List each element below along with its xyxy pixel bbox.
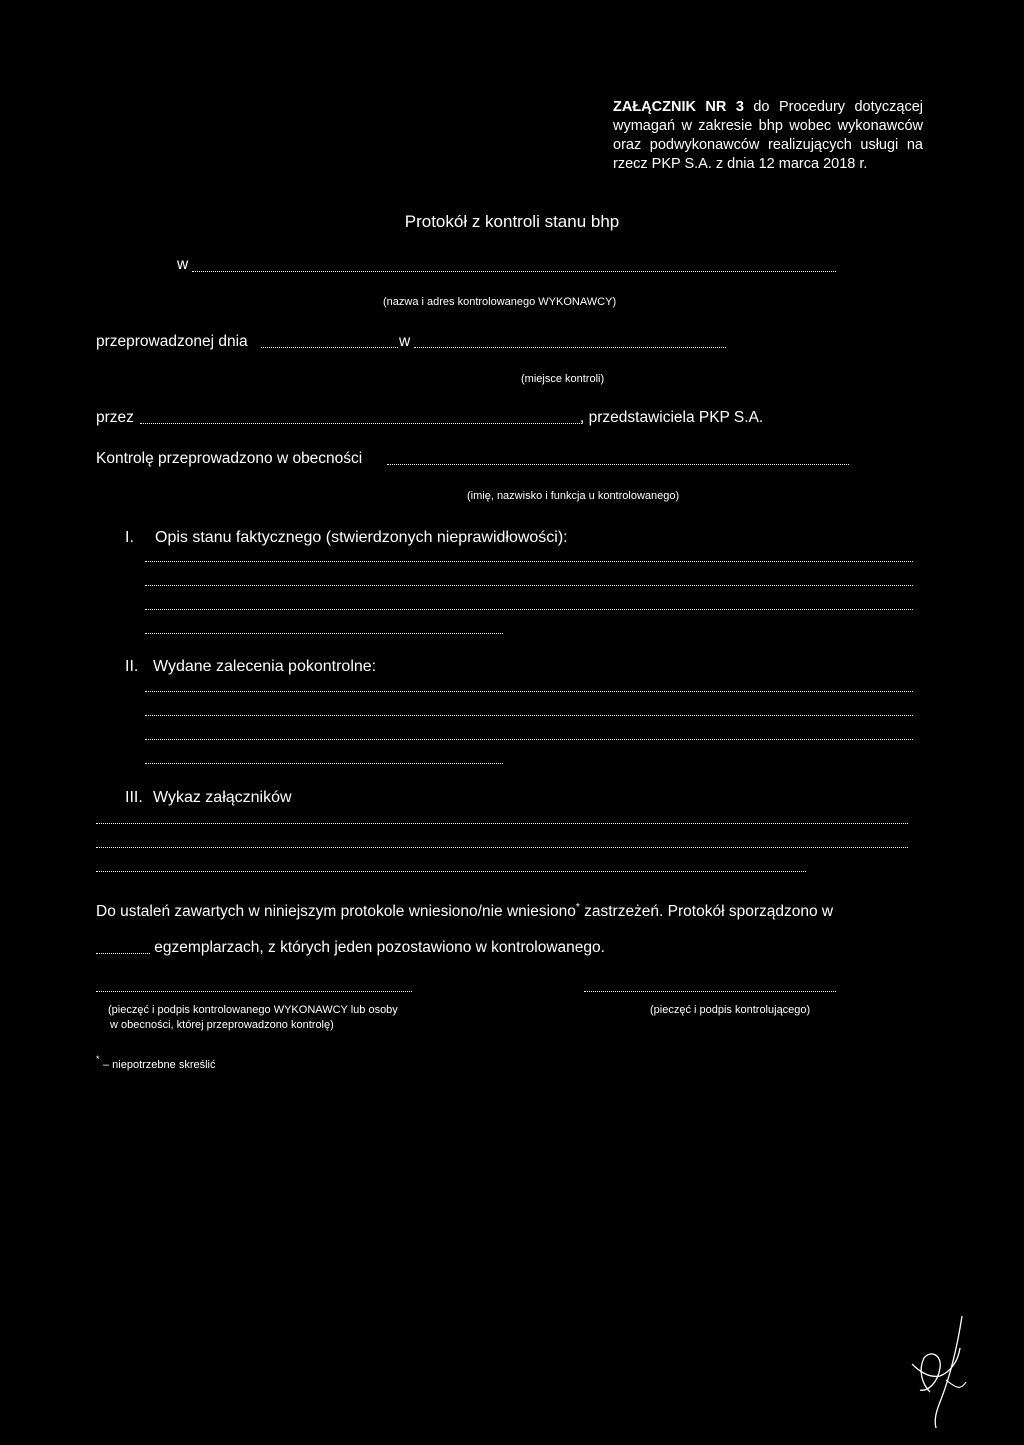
annex-header	[613, 98, 923, 174]
handwritten-signature-icon	[900, 1312, 980, 1432]
section-1-line[interactable]	[145, 560, 913, 562]
presence-field[interactable]	[387, 463, 849, 465]
presence-prefix: Kontrolę przeprowadzono w obecności	[96, 450, 363, 467]
copies-field[interactable]	[96, 952, 150, 954]
footnote-mark: *	[96, 1054, 100, 1064]
section-2-line[interactable]	[145, 714, 913, 716]
contractor-signature-caption-1: (pieczęć i podpis kontrolowanego WYKONAWCY lub osoby	[108, 1004, 398, 1016]
section-2-number: II.	[125, 658, 139, 675]
contractor-prefix: w	[177, 256, 189, 273]
presence-caption: (imię, nazwisko i funkcja u kontrolowanego)	[467, 490, 680, 502]
section-2-line[interactable]	[145, 738, 913, 740]
inspector-field[interactable]	[140, 422, 582, 424]
section-1-line[interactable]	[145, 632, 503, 634]
footnote-text: – niepotrzebne skreślić	[103, 1059, 216, 1071]
contractor-caption: (nazwa i adres kontrolowanego WYKONAWCY)	[383, 296, 617, 308]
section-3-line[interactable]	[96, 822, 908, 824]
date-mid: w	[399, 333, 411, 350]
inspector-prefix: przez	[96, 409, 134, 426]
contractor-signature-line[interactable]	[96, 990, 412, 992]
section-1-title: Opis stanu faktycznego (stwierdzonych nieprawidłowości):	[155, 529, 568, 546]
section-2-title: Wydane zalecenia pokontrolne:	[153, 658, 377, 675]
section-3-title: Wykaz załączników	[153, 789, 292, 806]
section-2-line[interactable]	[145, 690, 913, 692]
contractor-field[interactable]	[192, 270, 836, 272]
annex-number: ZAŁĄCZNIK NR 3	[613, 99, 744, 115]
closing-text-3: egzemplarzach, z których jeden pozostawiono w kontrolowanego.	[150, 939, 605, 957]
section-2-line[interactable]	[145, 762, 503, 764]
closing-text-2: zastrzeżeń. Protokół sporządzono w	[579, 903, 834, 921]
date-prefix: przeprowadzonej dnia	[96, 333, 248, 350]
contractor-signature-caption-2: w obecności, której przeprowadzono kontrolę)	[110, 1019, 334, 1031]
section-3-number: III.	[125, 789, 143, 806]
inspector-signature-caption: (pieczęć i podpis kontrolującego)	[650, 1004, 811, 1016]
closing-text-1: Do ustaleń zawartych w niniejszym protokole wniesiono/nie wniesiono	[96, 903, 576, 921]
date-field[interactable]	[261, 346, 398, 348]
section-1-line[interactable]	[145, 608, 913, 610]
section-1-line[interactable]	[145, 584, 913, 586]
place-caption: (miejsce kontroli)	[521, 373, 605, 385]
inspector-signature-line[interactable]	[584, 990, 836, 992]
closing-star: *	[575, 902, 580, 913]
place-field[interactable]	[414, 346, 726, 348]
inspector-suffix: , przedstawiciela PKP S.A.	[580, 409, 764, 426]
section-3-line[interactable]	[96, 846, 908, 848]
section-1-number: I.	[125, 529, 134, 546]
closing-paragraph	[96, 890, 914, 966]
page-title: Protokół z kontroli stanu bhp	[404, 212, 620, 231]
section-3-line[interactable]	[96, 870, 806, 872]
annex-text: do Procedury dotyczącej wymagań w zakresie bhp wobec wykonawców oraz podwykonawców realizujących usługi na rzecz PKP S.A. z dnia 12 marca 2018 r.	[613, 99, 923, 172]
